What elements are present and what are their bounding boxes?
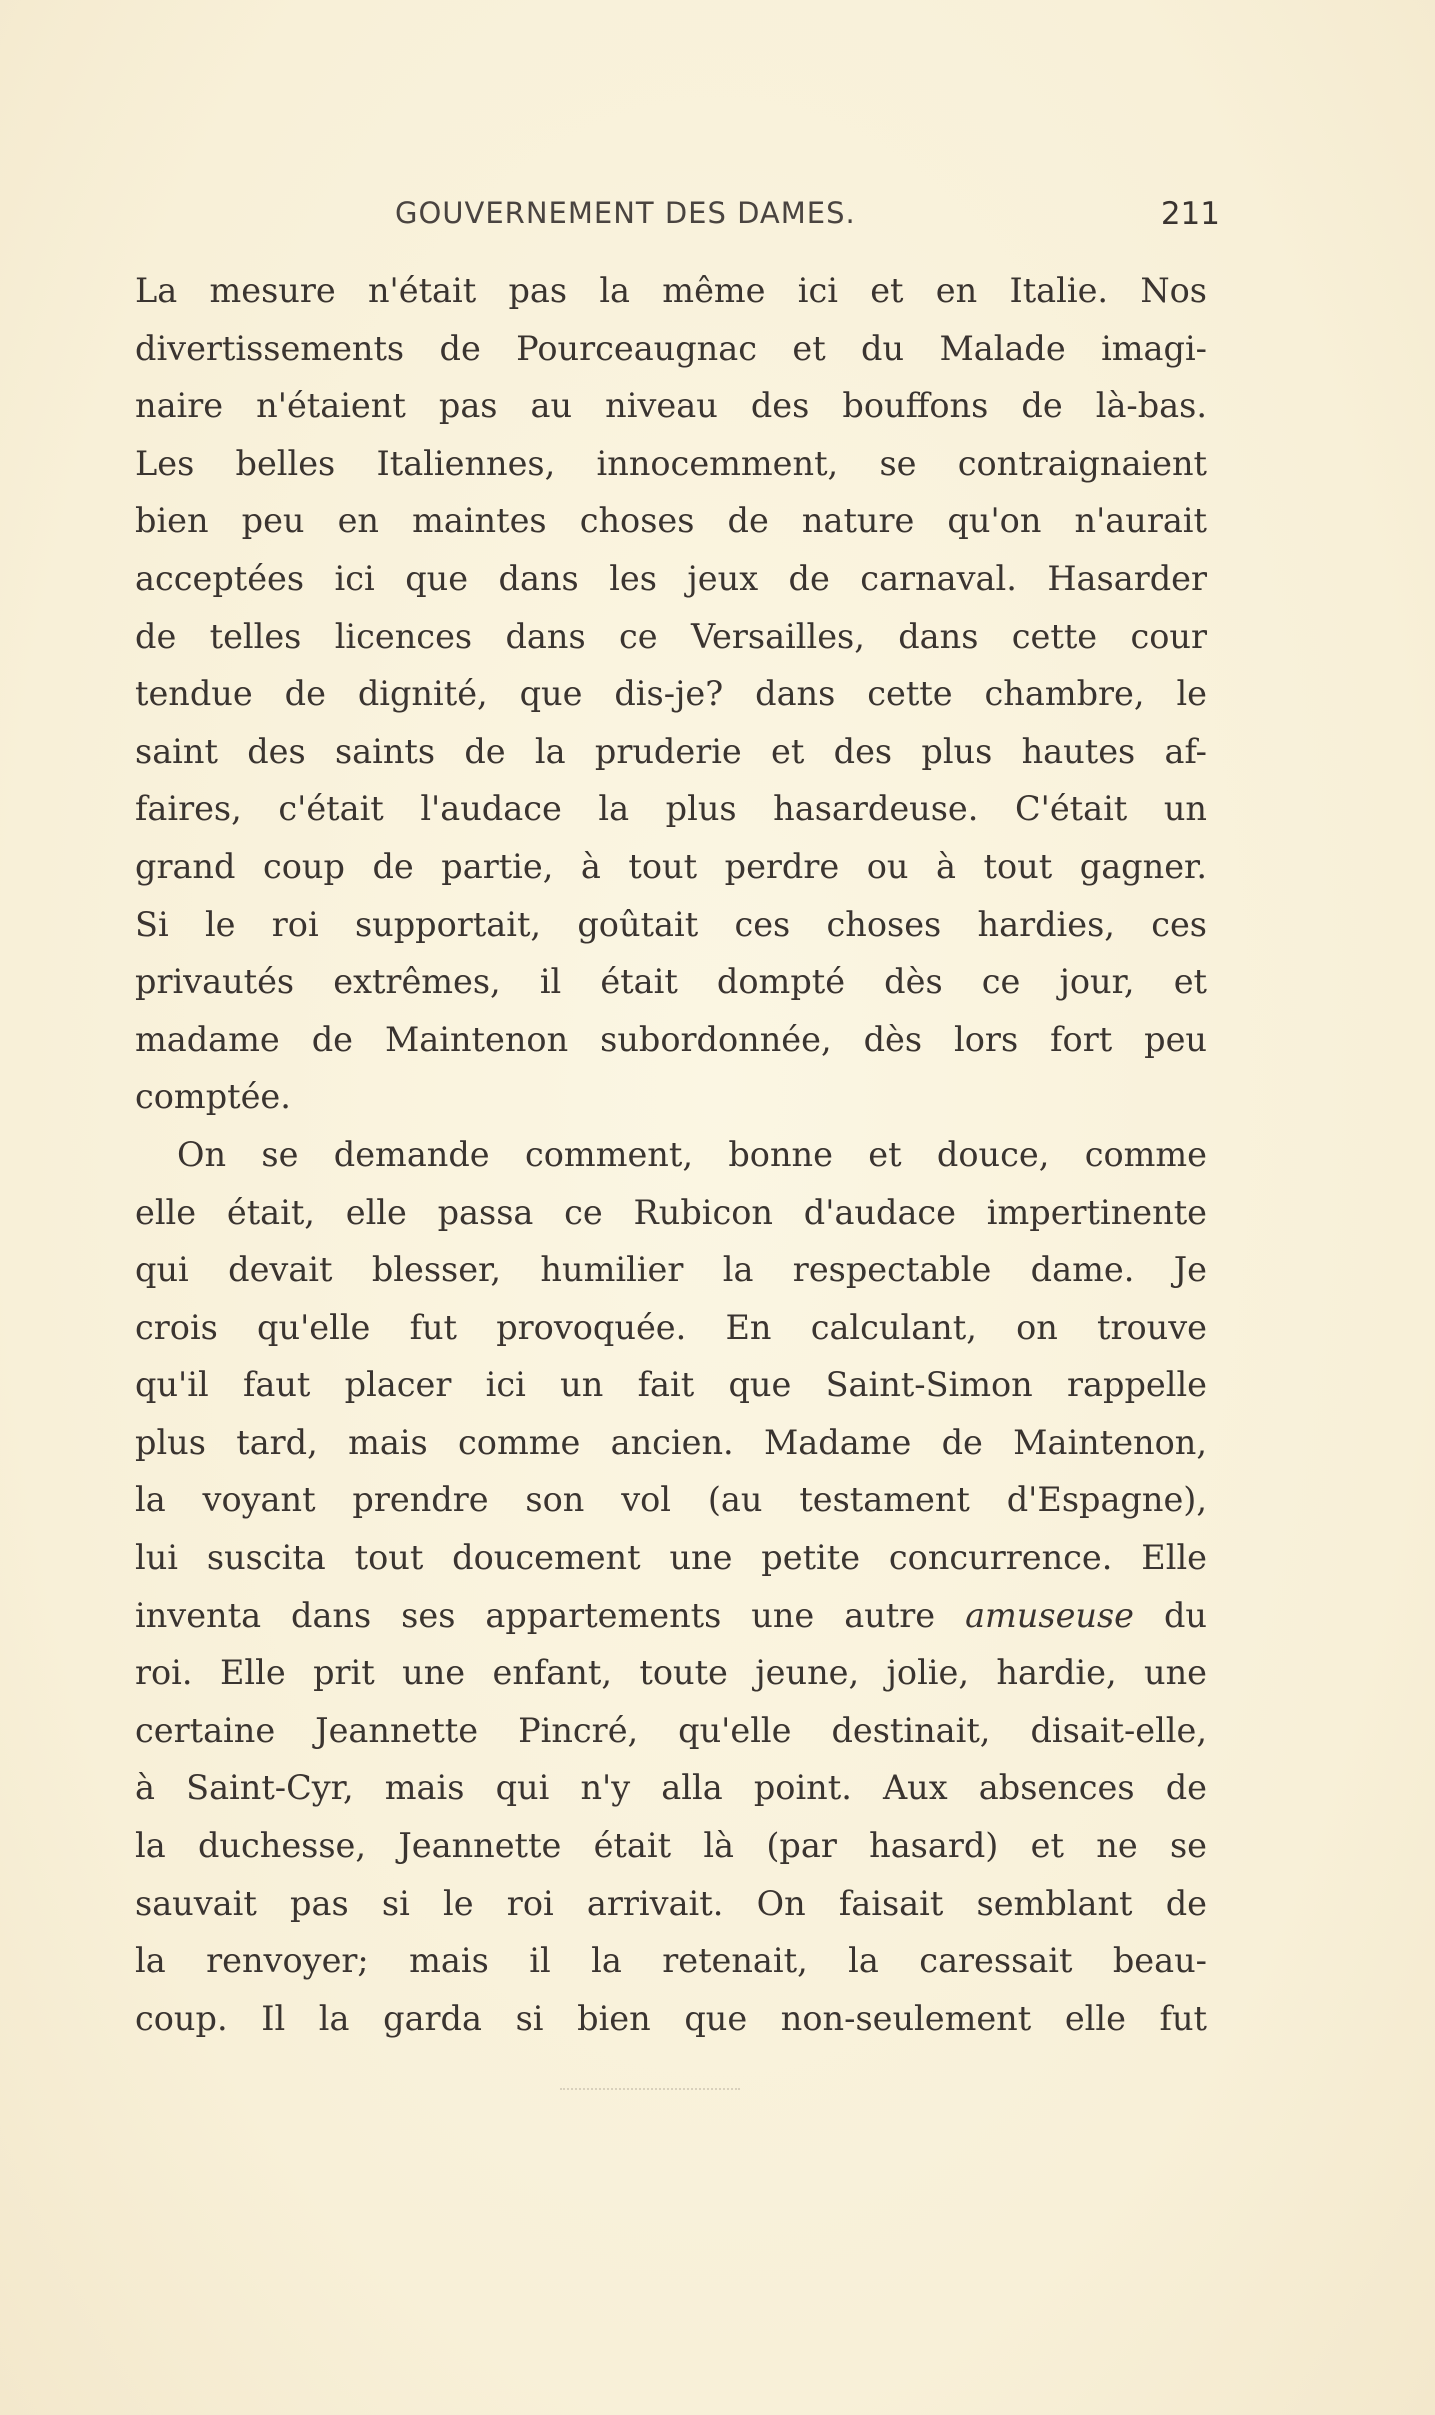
text-line: Si le roi supportait, goûtait ces choses hardies, ces (135, 904, 1207, 944)
text-line: madame de Maintenon subordonnée, dès lors fort peu (135, 1019, 1207, 1059)
text-line: roi. Elle prit une enfant, toute jeune, jolie, hardie, une (135, 1653, 1207, 1693)
text-line: coup. Il la garda si bien que non-seulement elle fut (135, 1998, 1207, 2038)
text-line: lui suscita tout doucement une petite concurrence. Elle (135, 1538, 1207, 1578)
text-line: plus tard, mais comme ancien. Madame de Maintenon, (135, 1422, 1207, 1462)
text-line: qu'il faut placer ici un fait que Saint-Simon rappelle (135, 1365, 1207, 1405)
text-line: tendue de dignité, que dis-je? dans cette chambre, le (135, 674, 1207, 714)
text-line: à Saint-Cyr, mais qui n'y alla point. Aux absences de (135, 1768, 1207, 1808)
text-line: la renvoyer; mais il la retenait, la caressait beau- (135, 1941, 1207, 1981)
text-line: sauvait pas si le roi arrivait. On faisait semblant de (135, 1883, 1207, 1923)
text-line: la duchesse, Jeannette était là (par hasard) et ne se (135, 1826, 1207, 1866)
text-line: comptée. (135, 1077, 291, 1117)
text-line: la voyant prendre son vol (au testament d'Espagne), (135, 1480, 1207, 1520)
text-line: grand coup de partie, à tout perdre ou à tout gagner. (135, 846, 1207, 886)
text-line: bien peu en maintes choses de nature qu'on n'aurait (135, 501, 1207, 541)
text-line: privautés extrêmes, il était dompté dès ce jour, et (135, 962, 1207, 1002)
text-line: faires, c'était l'audace la plus hasardeuse. C'était un (135, 789, 1207, 829)
text-line: saint des saints de la pruderie et des plus hautes af- (135, 731, 1207, 771)
running-head-title: GOUVERNEMENT DES DAMES. (395, 196, 856, 230)
text-segment: du (1163, 1595, 1207, 1635)
page-number: 211 (1160, 196, 1220, 232)
text-line: naire n'étaient pas au niveau des bouffons de là-bas. (135, 386, 1207, 426)
text-line: elle était, elle passa ce Rubicon d'audace impertinente (135, 1192, 1207, 1232)
text-line: de telles licences dans ce Versailles, dans cette cour (135, 616, 1207, 656)
text-line: divertissements de Pourceaugnac et du Malade imagi- (135, 328, 1207, 368)
body-text (135, 262, 1207, 2047)
text-line: certaine Jeannette Pincré, qu'elle destinait, disait-elle, (135, 1710, 1207, 1750)
text-line: Les belles Italiennes, innocemment, se contraignaient (135, 443, 1207, 483)
text-line: crois qu'elle fut provoquée. En calculant, on trouve (135, 1307, 1207, 1347)
text-line: qui devait blesser, humilier la respectable dame. Je (135, 1250, 1207, 1290)
text-line: acceptées ici que dans les jeux de carnaval. Hasarder (135, 558, 1207, 598)
text-line: La mesure n'était pas la même ici et en Italie. Nos (135, 271, 1207, 310)
text-line-with-italic (135, 1587, 1207, 1645)
text-segment: inventa dans ses appartements une autre (135, 1595, 936, 1635)
text-line: On se demande comment, bonne et douce, comme (177, 1134, 1207, 1174)
running-head (135, 196, 1220, 236)
italic-word: amuseuse (965, 1595, 1134, 1635)
paper-smudge (560, 2088, 740, 2092)
